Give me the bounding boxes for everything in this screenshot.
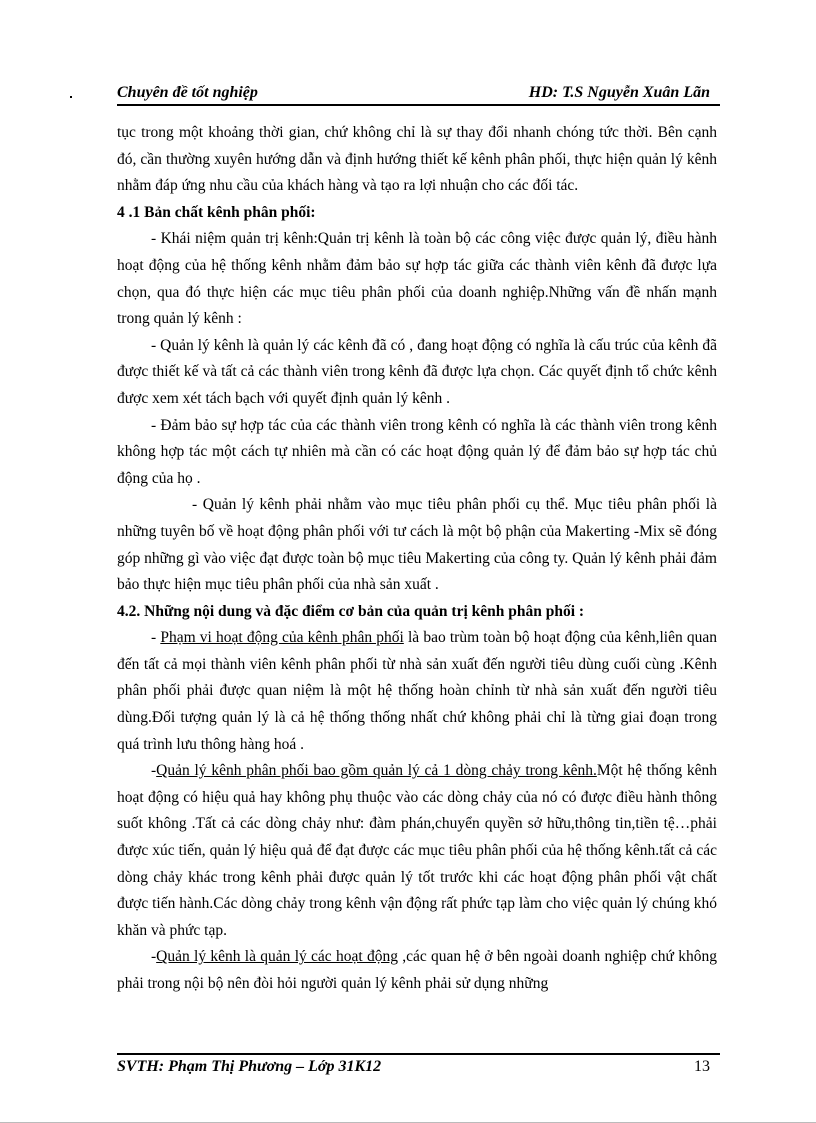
footer-rule	[117, 1053, 720, 1055]
page-body	[117, 120, 717, 998]
underlined-phrase: Phạm vi hoạt động của kênh phân phối	[160, 629, 404, 647]
paragraph	[117, 758, 717, 944]
page-number: 13	[694, 1058, 710, 1075]
page-header	[117, 84, 720, 106]
crop-mark	[70, 96, 72, 98]
paragraph-text: ,các quan hệ ở bên ngoài doanh nghiệp chứ không phải trong nội bộ nên đòi hỏi người quản lý kênh phải sử dụng những	[117, 948, 717, 992]
paragraph	[117, 625, 717, 758]
footer-student: SVTH: Phạm Thị Phương – Lớp 31K12	[117, 1058, 382, 1075]
paragraph: tục trong một khoảng thời gian, chứ không chỉ là sự thay đổi nhanh chóng tức thời. Bên cạnh đó, cần thường xuyên hướng dẫn và định hướng thiết kế kênh phân phối, thực hiện quản lý kênh nhằm đáp ứng nhu cầu của khách hàng và tạo ra lợi nhuận cho các đối tác.	[117, 124, 717, 195]
paragraph: - Quản lý kênh phải nhằm vào mục tiêu phân phối cụ thể. Mục tiêu phân phối là những tuyên bố về hoạt động phân phối với tư cách là một bộ phận của Makerting -Mix sẽ đóng góp những gì vào việc đạt được toàn bộ mục tiêu Makerting của công ty. Quản lý kênh phải đảm bảo thực hiện mục tiêu phân phối của nhà sản xuất .	[117, 496, 717, 594]
underlined-phrase: Quản lý kênh là quản lý các hoạt động	[156, 948, 398, 966]
header-title: Chuyên đề tốt nghiệp	[117, 84, 258, 101]
header-rule	[117, 104, 720, 106]
header-advisor: HD: T.S Nguyễn Xuân Lãn	[528, 84, 710, 101]
paragraph: - Quản lý kênh là quản lý các kênh đã có , đang hoạt động có nghĩa là cấu trúc của kênh đã được thiết kế và tất cả các thành viên trong kênh đã được lựa chọn. Các quyết định tổ chức kênh được xem xét tách bạch với quyết định quản lý kênh .	[117, 336, 717, 407]
paragraph-text: Một hệ thống kênh hoạt động có hiệu quả hay không phụ thuộc vào các dòng chảy của nó có được điều hành thông suốt không .Tất cả các dòng chảy như: đàm phán,chuyển quyền sở hữu,thông tin,tiền tệ…phải được xúc tiến, quản lý hiệu quả để đạt được các mục tiêu phân phối của hệ thống kênh.tất cả các dòng chảy khác trong kênh phải được quản lý tốt trước khi các hoạt động phân phối vật chất được tiến hành.Các dòng chảy trong kênh vận động rất phức tạp làm cho việc quản lý chúng khó khăn và phức tạp.	[117, 762, 718, 939]
paragraph: - Đảm bảo sự hợp tác của các thành viên trong kênh có nghĩa là các thành viên trong kênh không hợp tác một cách tự nhiên mà cần có các hoạt động quản lý để đảm bảo sự hợp tác chủ động của họ .	[117, 416, 717, 487]
section-heading: 4 .1 Bản chất kênh phân phối:	[117, 203, 316, 221]
bullet-prefix: -	[151, 948, 157, 966]
paragraph-text: là bao trùm toàn bộ hoạt động của kênh,liên quan đến tất cả mọi thành viên kênh phân phối từ nhà sản xuất đến người tiêu dùng cuối cùng .Kênh phân phối phải được quan niệm là một hệ thống hoàn chỉnh từ nhà sản xuất đến người tiêu dùng.Đối tượng quản lý là cả hệ thống thống nhất chứ không phải chỉ là từng giai đoạn trong quá trình lưu thông hàng hoá .	[117, 629, 717, 753]
paragraph	[117, 944, 717, 997]
underlined-phrase: Quản lý kênh phân phối bao gồm quản lý cả 1 dòng chảy trong kênh.	[156, 762, 597, 780]
section-heading: 4.2. Những nội dung và đặc điểm cơ bản của quản trị kênh phân phối :	[117, 602, 585, 620]
page-footer	[117, 1058, 720, 1080]
paragraph: - Khái niệm quản trị kênh:Quản trị kênh là toàn bộ các công việc được quản lý, điều hành hoạt động của hệ thống kênh nhằm đảm bảo sự hợp tác giữa các thành viên kênh đã được lựa chọn, qua đó thực hiện các mục tiêu phân phối của doanh nghiệp.Những vấn đề nhấn mạnh trong quản lý kênh :	[117, 230, 717, 328]
bullet-prefix: -	[151, 762, 157, 780]
bullet-prefix: -	[151, 629, 161, 647]
